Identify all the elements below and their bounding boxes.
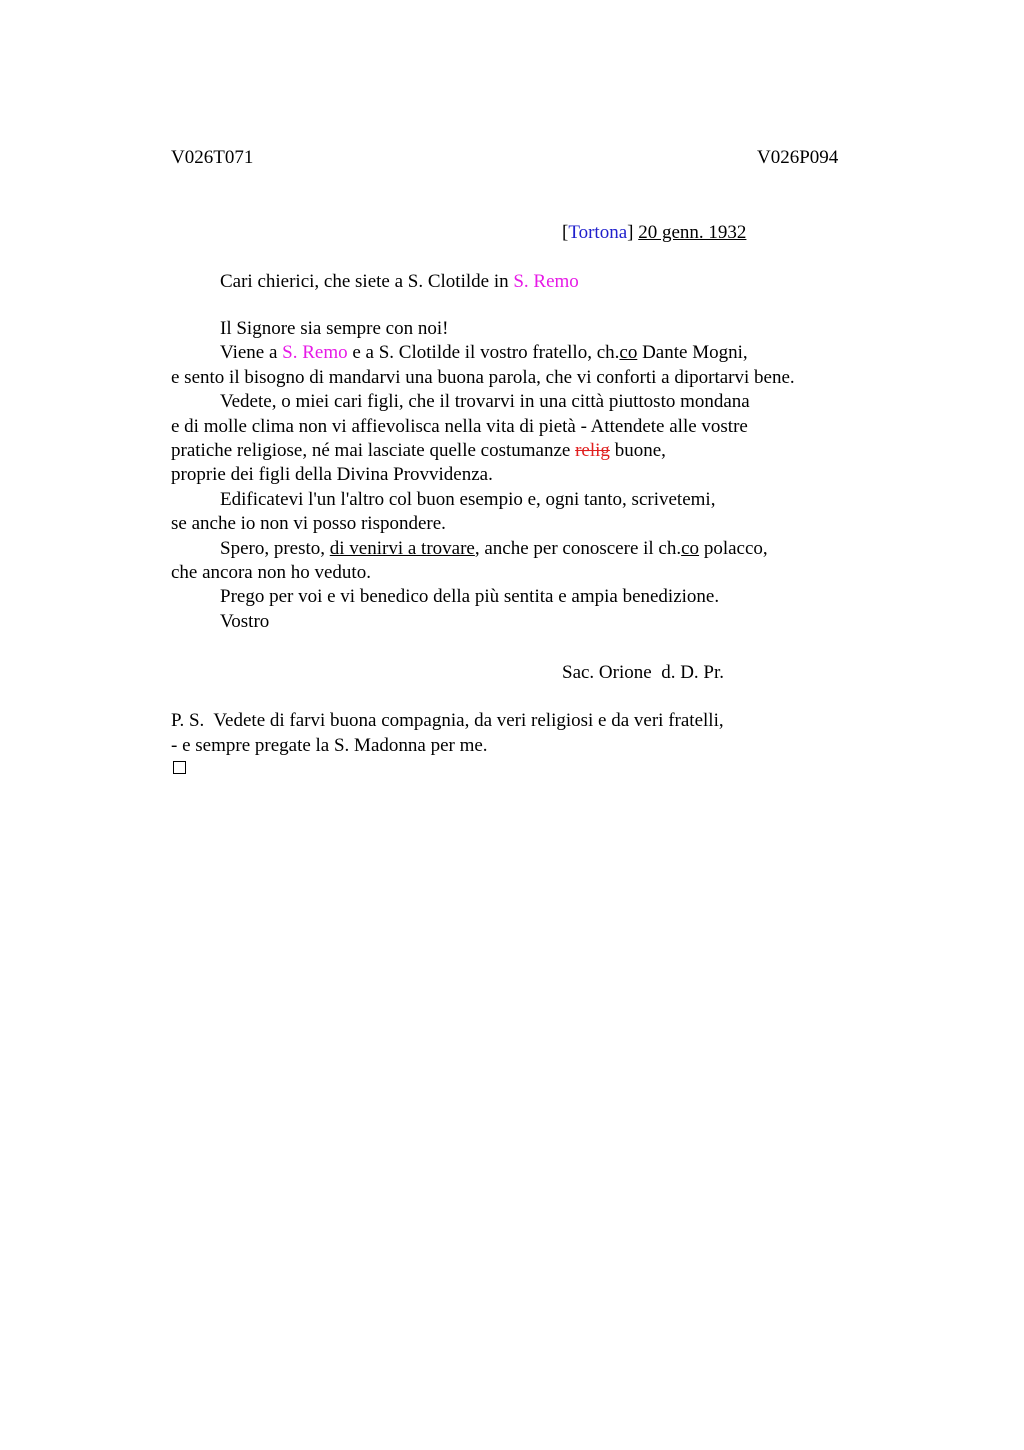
dateline-close-bracket: ]	[627, 222, 634, 243]
body-line-6-text-a: pratiche religiose, né mai lasciate quelle costumanze	[171, 439, 576, 461]
body-line-1: Il Signore sia sempre con noi!	[220, 318, 449, 339]
body-line-13: Vostro	[220, 610, 270, 632]
body-line-8: Edificatevi l'un l'altro col buon esempio e, ogni tanto, scrivetemi,	[220, 488, 716, 510]
body-line-10-text-b: , anche per conoscere il ch.	[474, 537, 682, 559]
postscript-line-1: P. S. Vedete di farvi buona compagnia, da veri religiosi e da veri fratelli,	[171, 710, 724, 731]
salutation-place: S. Remo	[513, 271, 579, 292]
dateline-date: 20 genn. 1932	[638, 222, 747, 243]
dateline	[562, 221, 746, 245]
signature: Sac. Orione d. D. Pr.	[562, 662, 725, 683]
body-line-10-text-a: Spero, presto,	[220, 537, 330, 559]
body-line-7: proprie dei figli della Divina Provvidenza.	[171, 464, 493, 486]
body-line-10	[171, 537, 861, 561]
archive-code-left: V026T071	[171, 147, 254, 168]
dateline-open-bracket: [	[562, 222, 569, 243]
salutation	[220, 270, 579, 294]
body-line-4: Vedete, o miei cari figli, che il trovarvi in una città piuttosto mondana	[220, 391, 750, 413]
salutation-text: Cari chierici, che siete a S. Clotilde in	[220, 271, 514, 292]
body-line-10-underlined: di venirvi a trovare	[329, 537, 475, 559]
body-line-11: che ancora non ho veduto.	[171, 561, 371, 583]
body-line-5: e di molle clima non vi affievolisca nella vita di pietà - Attendete alle vostre	[171, 415, 748, 437]
body-line-9: se anche io non vi posso rispondere.	[171, 513, 446, 535]
body-line-12: Prego per voi e vi benedico della più sentita e ampia benedizione.	[220, 586, 720, 608]
body-line-6-deleted: relig	[575, 439, 610, 461]
body-line-2-text-b: e a S. Clotilde il vostro fratello, ch.	[347, 342, 620, 364]
body-line-2	[171, 341, 861, 365]
body-line-3: e sento il bisogno di mandarvi una buona parola, che vi conforti a diportarvi bene.	[171, 366, 795, 388]
body-line-2-text-c: Dante Mogni,	[637, 342, 748, 364]
body-line-2-text-a: Viene a	[220, 342, 283, 364]
body-line-6	[171, 439, 861, 463]
letter-body	[171, 317, 861, 634]
archive-code-right: V026P094	[757, 147, 839, 168]
dateline-place: Tortona	[568, 222, 628, 243]
body-line-6-text-b: buone,	[609, 439, 666, 461]
body-line-2-abbr: co	[619, 342, 638, 364]
postscript-line-2: - e sempre pregate la S. Madonna per me.	[171, 735, 488, 756]
body-line-2-place: S. Remo	[282, 342, 348, 364]
empty-square-icon	[173, 761, 186, 774]
body-line-10-text-c: polacco,	[699, 537, 768, 559]
body-line-10-abbr: co	[681, 537, 700, 559]
